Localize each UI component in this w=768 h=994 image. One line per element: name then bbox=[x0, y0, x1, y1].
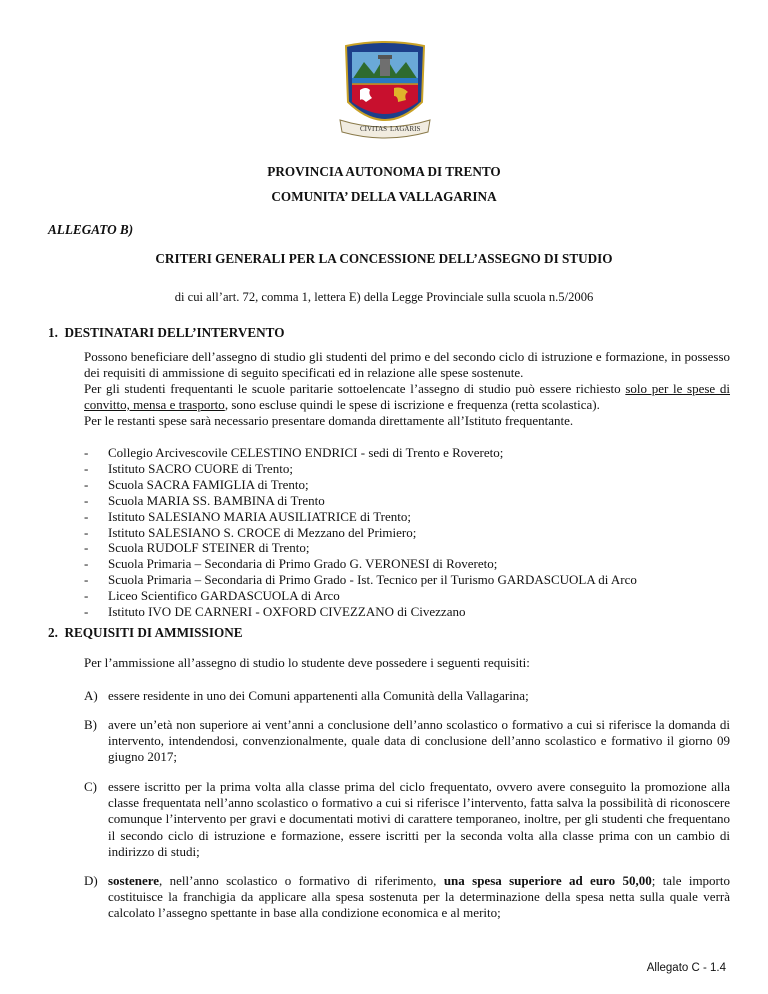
requirement-d-mid: , nell’anno scolastico o formativo di riferimento, bbox=[159, 873, 444, 888]
requirement-d-letter: D) bbox=[84, 873, 98, 888]
section1-p2-underlined: solo per le spese di convitto, mensa e trasporto bbox=[84, 381, 730, 413]
header-province: PROVINCIA AUTONOMA DI TRENTO bbox=[267, 164, 501, 179]
list-item: - Liceo Scientifico GARDASCUOLA di Arco bbox=[84, 588, 637, 604]
requirement-d bbox=[84, 873, 730, 922]
section2-heading: 2. REQUISITI DI AMMISSIONE bbox=[48, 625, 243, 640]
list-item: - Istituto SACRO CUORE di Trento; bbox=[84, 461, 637, 477]
list-item: - Scuola Primaria – Secondaria di Primo Grado G. VERONESI di Rovereto; bbox=[84, 556, 637, 572]
section1-heading: 1. DESTINATARI DELL’INTERVENTO bbox=[48, 325, 285, 340]
section1-paragraph-2 bbox=[84, 381, 730, 413]
requirement-c-letter: C) bbox=[84, 779, 97, 794]
document-subtitle: di cui all’art. 72, comma 1, lettera E) della Legge Provinciale sulla scuola n.5/2006 bbox=[174, 290, 594, 304]
requirement-b-letter: B) bbox=[84, 717, 97, 732]
requirement-d-bold-2: una spesa superiore ad euro 50,00 bbox=[443, 873, 652, 888]
requirement-a-text: essere residente in uno dei Comuni appartenenti alla Comunità della Vallagarina; bbox=[108, 688, 529, 703]
requirement-d-bold-1: sostenere bbox=[108, 873, 160, 888]
requirement-a bbox=[84, 688, 730, 704]
requirement-d-text bbox=[108, 873, 730, 922]
section1-p2-start: Per gli studenti frequentanti le scuole paritarie sottoelencate l’assegno di studio può essere richiesto bbox=[84, 381, 626, 396]
list-item: - Istituto SALESIANO S. CROCE di Mezzano del Primiero; bbox=[84, 525, 637, 541]
document-title: CRITERI GENERALI PER LA CONCESSIONE DELL’ASSEGNO DI STUDIO bbox=[155, 251, 613, 266]
requirement-d-end: ; tale importo costituisce la franchigia da applicare alla spesa sostenuta per la determinazione della spesa netta sulla quale verrà calcolato l’assegno spettante in base alla condizione economica e al merito; bbox=[108, 873, 730, 921]
crest-motto-left: CIVITAS bbox=[360, 125, 388, 133]
coat-of-arms-logo bbox=[338, 40, 432, 140]
requirement-b-text: avere un’età non superiore ai vent’anni a conclusione dell’anno scolastico o formativo a cui si riferisce la domanda di intervento, intendendosi, convenzionalmente, quale data di conclusione dell’anno scolastico e formativo il giorno 09 giugno 2017; bbox=[108, 717, 730, 765]
requirement-c-text: essere iscritto per la prima volta alla classe prima del ciclo frequentato, ovvero avere conseguito la promozione alla classe frequentata nell’anno scolastico o formativo a cui si riferisce l’intervento, fatta salva la possibilità di riconoscere comunque l’intervento per gravi e documentati motivi di carattere temporaneo, inoltre, per gli studenti che frequentano il secondo ciclo di istruzione e formazione, essere iscritti per la seconda volta alla classe prima con un cambio di indirizzo di studi; bbox=[108, 779, 730, 859]
list-item: - Istituto SALESIANO MARIA AUSILIATRICE di Trento; bbox=[84, 509, 637, 525]
list-item: - Scuola MARIA SS. BAMBINA di Trento bbox=[84, 493, 637, 509]
requirement-c bbox=[84, 779, 730, 860]
list-item: - Istituto IVO DE CARNERI - OXFORD CIVEZZANO di Civezzano bbox=[84, 604, 637, 620]
section1-paragraph-1: Possono beneficiare dell’assegno di studio gli studenti del primo e del secondo ciclo di istruzione e formazione, in possesso dei requisiti di ammissione di seguito specificati ed in relazione alle spese sostenute. bbox=[84, 349, 730, 381]
crest-motto-right: LAGARIS bbox=[390, 125, 421, 133]
page-footer: Allegato C - 1.4 bbox=[646, 962, 726, 974]
list-item: - Collegio Arcivescovile CELESTINO ENDRICI - sedi di Trento e Rovereto; bbox=[84, 445, 637, 461]
requirement-b bbox=[84, 717, 730, 766]
section2-intro: Per l’ammissione all’assegno di studio lo studente deve possedere i seguenti requisiti: bbox=[84, 655, 530, 670]
section1-paragraph-3: Per le restanti spese sarà necessario presentare domanda direttamente all’Istituto frequentante. bbox=[84, 413, 574, 428]
schools-list bbox=[84, 445, 637, 620]
list-item: - Scuola Primaria – Secondaria di Primo Grado - Ist. Tecnico per il Turismo GARDASCUOLA di Arco bbox=[84, 572, 637, 588]
requirement-a-letter: A) bbox=[84, 688, 98, 703]
list-item: - Scuola SACRA FAMIGLIA di Trento; bbox=[84, 477, 637, 493]
section1-p2-end: , sono escluse quindi le spese di iscrizione e frequenza (retta scolastica). bbox=[224, 397, 600, 413]
header-community: COMUNITA’ DELLA VALLAGARINA bbox=[271, 189, 497, 204]
allegato-label: ALLEGATO B) bbox=[48, 222, 134, 237]
list-item: - Scuola RUDOLF STEINER di Trento; bbox=[84, 540, 637, 556]
